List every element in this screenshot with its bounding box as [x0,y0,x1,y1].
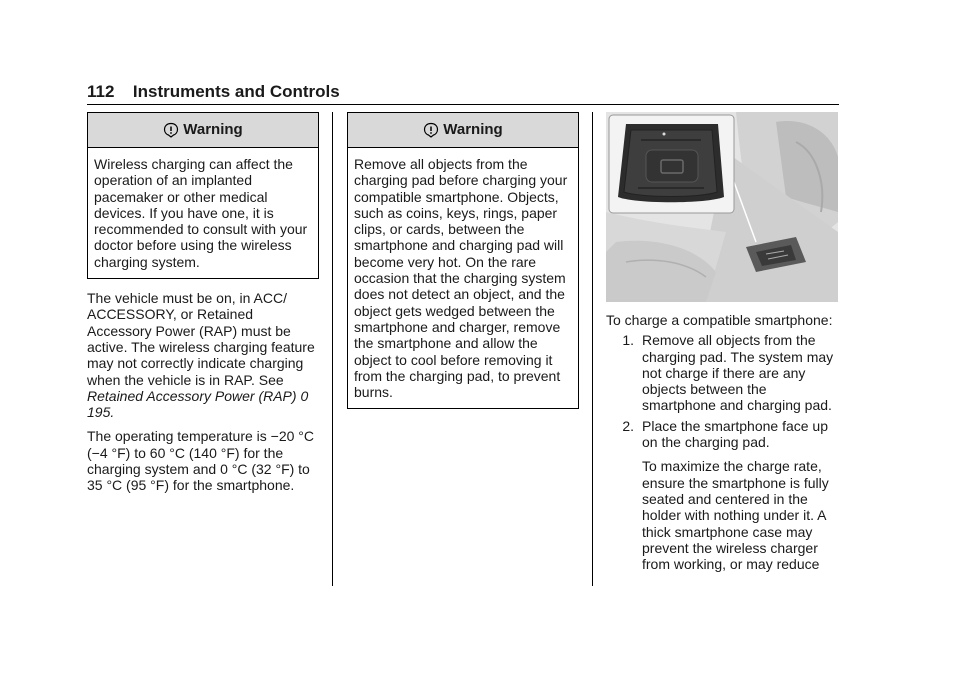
rap-reference-link[interactable]: Retained Accessory Power (RAP) [87,387,297,404]
charging-steps [606,332,838,572]
charge-intro: To charge a compatible smartphone: [606,312,833,328]
charging-pad-illustration [606,112,838,302]
list-item [606,418,838,451]
warning-title: Warning [443,120,503,138]
page-header [87,82,839,105]
step-2-detail: To maximize the charge rate, ensure the smartphone is fully seated and centered in the holder with nothing under it. A thick smartphone case may prevent the wireless charger from working, or may reduce [642,458,829,573]
rear-seat-image [606,112,838,302]
warning-icon [163,122,179,138]
warning-icon [423,122,439,138]
step-text: Remove all objects from the charging pad. The system may not charge if there are any objects between the smartphone and charging pad. [642,332,834,414]
warning-box [347,112,579,409]
warning-header [348,113,578,148]
column-divider [592,112,593,586]
step-number: 1. [622,332,634,349]
warning-title: Warning [183,120,243,138]
section-title: Instruments and Controls [132,82,340,101]
ref-period: . [110,404,115,421]
page-number: 112 [87,82,115,101]
temperature-paragraph: The operating temperature is −20 °C (−4 °F) to 60 °C (140 °F) for the charging system and 0 °C (32 °F) to 35 °C (95 °F) for the smartphone. [87,428,315,494]
ignition-text: The vehicle must be on, in ACC/ ACCESSORY, or Retained Accessory Power (RAP) must be active. The wireless charging feature may not correctly indicate charging when the vehicle is in RAP. See [87,290,315,388]
step-text: Place the smartphone face up on the charging pad. [642,417,829,451]
warning-text: Remove all objects from the charging pad before charging your compatible smartphone. Objects, such as coins, keys, rings, paper clips, or cards, between the smartphone and charging pad will become very hot. On the rare occasion that the charging system does not detect an object, and the object gets wedged between the smartphone and charger, remove the smartphone and allow the object to cool before removing it from the charging pad, to prevent burns. [354,156,568,401]
warning-header [88,113,318,148]
rap-page-ref[interactable]: 195 [87,404,111,421]
ignition-paragraph [87,290,319,420]
column-2 [347,112,579,409]
step-number: 2. [622,417,634,434]
column-3 [606,112,838,572]
column-divider [332,112,333,586]
page-ref-symbol: 0 [300,387,309,404]
warning-box [87,112,319,279]
column-1 [87,112,319,494]
warning-text: Wireless charging can affect the operation of an implanted pacemaker or other medical devices. If you have one, it is recommended to consult with your doctor before using the wireless charging system. [94,156,308,270]
list-item [606,332,838,413]
